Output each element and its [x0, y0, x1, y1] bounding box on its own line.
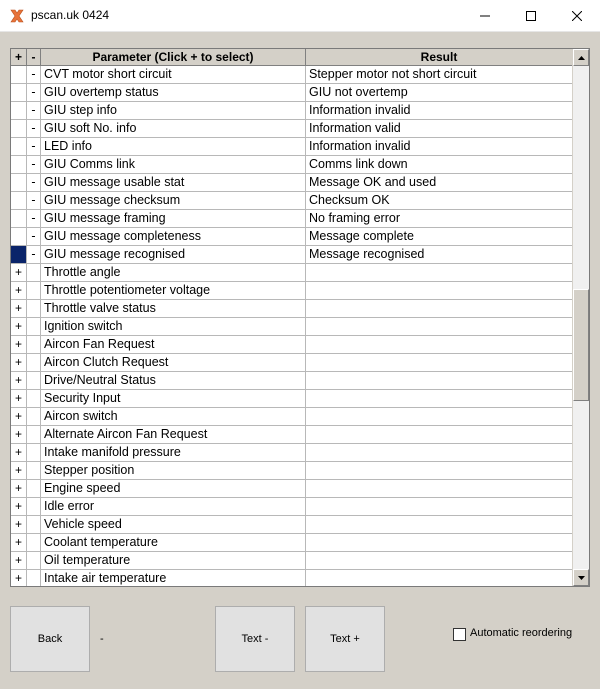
collapse-row-button[interactable]: -	[27, 246, 41, 264]
title-bar	[0, 0, 600, 32]
parameter-cell[interactable]: GIU Comms link	[41, 156, 306, 174]
expand-row-button[interactable]: +	[11, 408, 27, 426]
parameter-cell[interactable]: Security Input	[41, 390, 306, 408]
parameter-cell[interactable]: Alternate Aircon Fan Request	[41, 426, 306, 444]
table-row[interactable]	[11, 246, 573, 264]
table-row[interactable]	[11, 570, 573, 587]
minimize-icon	[480, 11, 490, 21]
row-collapse-cell[interactable]	[27, 336, 41, 354]
collapse-row-button[interactable]: -	[27, 102, 41, 120]
expand-row-button[interactable]: +	[11, 462, 27, 480]
table-row[interactable]	[11, 174, 573, 192]
result-cell	[306, 390, 573, 408]
automatic-reordering-checkbox[interactable]	[453, 628, 466, 641]
row-collapse-cell[interactable]	[27, 498, 41, 516]
collapse-row-button[interactable]: -	[27, 210, 41, 228]
result-cell	[306, 462, 573, 480]
app-x-icon	[9, 8, 25, 24]
maximize-button[interactable]	[508, 0, 554, 31]
result-cell	[306, 264, 573, 282]
result-cell	[306, 480, 573, 498]
result-cell	[306, 354, 573, 372]
parameter-cell[interactable]: Coolant temperature	[41, 534, 306, 552]
expand-row-button[interactable]: +	[11, 426, 27, 444]
table-row[interactable]	[11, 84, 573, 102]
row-selector[interactable]	[11, 84, 27, 102]
row-selector[interactable]	[11, 228, 27, 246]
result-cell: GIU not overtemp	[306, 84, 573, 102]
row-collapse-cell[interactable]	[27, 390, 41, 408]
table-row[interactable]	[11, 498, 573, 516]
expand-row-button[interactable]: +	[11, 318, 27, 336]
parameter-cell[interactable]: Idle error	[41, 498, 306, 516]
expand-row-button[interactable]: +	[11, 498, 27, 516]
result-cell: Comms link down	[306, 156, 573, 174]
table-row[interactable]	[11, 264, 573, 282]
expand-row-button[interactable]: +	[11, 336, 27, 354]
header-parameter[interactable]: Parameter (Click + to select)	[41, 49, 306, 66]
result-cell	[306, 300, 573, 318]
row-selector[interactable]	[11, 102, 27, 120]
collapse-row-button[interactable]: -	[27, 66, 41, 84]
parameter-cell[interactable]: CVT motor short circuit	[41, 66, 306, 84]
parameter-grid	[10, 48, 590, 587]
parameter-cell[interactable]: Throttle valve status	[41, 300, 306, 318]
row-selector[interactable]	[11, 246, 27, 264]
result-cell: Message complete	[306, 228, 573, 246]
table-row[interactable]	[11, 120, 573, 138]
grid-rows	[11, 66, 573, 587]
expand-row-button[interactable]: +	[11, 372, 27, 390]
expand-row-button[interactable]: +	[11, 570, 27, 587]
table-row[interactable]	[11, 372, 573, 390]
parameter-cell[interactable]: Intake manifold pressure	[41, 444, 306, 462]
scroll-up-button[interactable]	[573, 49, 589, 66]
result-cell: Message OK and used	[306, 174, 573, 192]
parameter-cell[interactable]: Engine speed	[41, 480, 306, 498]
result-cell	[306, 372, 573, 390]
table-row[interactable]	[11, 534, 573, 552]
expand-row-button[interactable]: +	[11, 264, 27, 282]
parameter-cell[interactable]: GIU message checksum	[41, 192, 306, 210]
row-collapse-cell[interactable]	[27, 300, 41, 318]
result-cell: Information valid	[306, 120, 573, 138]
row-collapse-cell[interactable]	[27, 462, 41, 480]
expand-row-button[interactable]: +	[11, 552, 27, 570]
table-row[interactable]	[11, 102, 573, 120]
table-row[interactable]	[11, 354, 573, 372]
table-row[interactable]	[11, 300, 573, 318]
table-row[interactable]	[11, 444, 573, 462]
table-row[interactable]	[11, 210, 573, 228]
expand-row-button[interactable]: +	[11, 354, 27, 372]
row-selector[interactable]	[11, 210, 27, 228]
row-selector[interactable]	[11, 174, 27, 192]
scroll-down-button[interactable]	[573, 569, 589, 586]
table-row[interactable]	[11, 552, 573, 570]
collapse-row-button[interactable]: -	[27, 192, 41, 210]
back-button[interactable]: Back	[10, 606, 90, 672]
table-row[interactable]	[11, 462, 573, 480]
maximize-icon	[526, 11, 536, 21]
parameter-cell[interactable]: Oil temperature	[41, 552, 306, 570]
table-row[interactable]	[11, 390, 573, 408]
result-cell	[306, 408, 573, 426]
collapse-row-button[interactable]: -	[27, 174, 41, 192]
result-cell: Information invalid	[306, 138, 573, 156]
result-cell: Information invalid	[306, 102, 573, 120]
row-selector[interactable]	[11, 66, 27, 84]
table-row[interactable]	[11, 192, 573, 210]
text-decrease-button[interactable]: Text -	[215, 606, 295, 672]
row-selector[interactable]	[11, 192, 27, 210]
parameter-cell[interactable]: Aircon switch	[41, 408, 306, 426]
row-collapse-cell[interactable]	[27, 444, 41, 462]
result-cell: No framing error	[306, 210, 573, 228]
close-icon	[572, 11, 582, 21]
collapse-row-button[interactable]: -	[27, 120, 41, 138]
expand-row-button[interactable]: +	[11, 516, 27, 534]
row-selector[interactable]	[11, 120, 27, 138]
result-cell	[306, 570, 573, 587]
row-collapse-cell[interactable]	[27, 264, 41, 282]
table-row[interactable]	[11, 156, 573, 174]
result-cell	[306, 534, 573, 552]
row-collapse-cell[interactable]	[27, 552, 41, 570]
result-cell: Stepper motor not short circuit	[306, 66, 573, 84]
parameter-cell[interactable]: GIU step info	[41, 102, 306, 120]
result-cell	[306, 282, 573, 300]
parameter-cell[interactable]: GIU overtemp status	[41, 84, 306, 102]
expand-row-button[interactable]: +	[11, 390, 27, 408]
row-collapse-cell[interactable]	[27, 372, 41, 390]
collapse-row-button[interactable]: -	[27, 84, 41, 102]
result-cell: Message recognised	[306, 246, 573, 264]
minimize-button[interactable]	[462, 0, 508, 31]
parameter-cell[interactable]: GIU message framing	[41, 210, 306, 228]
parameter-cell[interactable]: Ignition switch	[41, 318, 306, 336]
parameter-cell[interactable]: Vehicle speed	[41, 516, 306, 534]
table-row[interactable]	[11, 228, 573, 246]
parameter-cell[interactable]: Aircon Fan Request	[41, 336, 306, 354]
parameter-cell[interactable]: Throttle angle	[41, 264, 306, 282]
row-collapse-cell[interactable]	[27, 318, 41, 336]
scroll-thumb[interactable]	[573, 289, 589, 401]
expand-row-button[interactable]: +	[11, 480, 27, 498]
result-cell	[306, 498, 573, 516]
parameter-cell[interactable]: Throttle potentiometer voltage	[41, 282, 306, 300]
row-collapse-cell[interactable]	[27, 354, 41, 372]
status-text: -	[100, 633, 104, 645]
parameter-cell[interactable]: LED info	[41, 138, 306, 156]
vertical-scrollbar[interactable]	[572, 49, 589, 586]
expand-row-button[interactable]: +	[11, 444, 27, 462]
parameter-cell[interactable]: GIU message recognised	[41, 246, 306, 264]
table-row[interactable]	[11, 138, 573, 156]
table-row[interactable]	[11, 318, 573, 336]
expand-row-button[interactable]: +	[11, 282, 27, 300]
parameter-cell[interactable]: GIU soft No. info	[41, 120, 306, 138]
result-cell	[306, 516, 573, 534]
text-increase-button[interactable]: Text +	[305, 606, 385, 672]
result-cell: Checksum OK	[306, 192, 573, 210]
collapse-row-button[interactable]: -	[27, 138, 41, 156]
row-collapse-cell[interactable]	[27, 426, 41, 444]
expand-row-button[interactable]: +	[11, 300, 27, 318]
close-button[interactable]	[554, 0, 600, 31]
row-collapse-cell[interactable]	[27, 282, 41, 300]
table-row[interactable]	[11, 336, 573, 354]
parameter-cell[interactable]: Drive/Neutral Status	[41, 372, 306, 390]
row-collapse-cell[interactable]	[27, 480, 41, 498]
row-collapse-cell[interactable]	[27, 408, 41, 426]
parameter-cell[interactable]: GIU message usable stat	[41, 174, 306, 192]
arrow-up-icon	[578, 56, 585, 60]
table-row[interactable]	[11, 480, 573, 498]
row-collapse-cell[interactable]	[27, 570, 41, 587]
parameter-cell[interactable]: Stepper position	[41, 462, 306, 480]
header-result[interactable]: Result	[306, 49, 573, 66]
parameter-cell[interactable]: Intake air temperature	[41, 570, 306, 587]
window-title: pscan.uk 0424	[31, 8, 110, 22]
collapse-row-button[interactable]: -	[27, 156, 41, 174]
result-cell	[306, 552, 573, 570]
result-cell	[306, 426, 573, 444]
expand-row-button[interactable]: +	[11, 534, 27, 552]
table-row[interactable]	[11, 426, 573, 444]
row-collapse-cell[interactable]	[27, 534, 41, 552]
parameter-cell[interactable]: Aircon Clutch Request	[41, 354, 306, 372]
header-expand-all[interactable]: +	[11, 49, 27, 66]
row-selector[interactable]	[11, 156, 27, 174]
result-cell	[306, 444, 573, 462]
table-row[interactable]	[11, 282, 573, 300]
collapse-row-button[interactable]: -	[27, 228, 41, 246]
result-cell	[306, 318, 573, 336]
parameter-cell[interactable]: GIU message completeness	[41, 228, 306, 246]
table-row[interactable]	[11, 408, 573, 426]
row-collapse-cell[interactable]	[27, 516, 41, 534]
automatic-reordering-label[interactable]: Automatic reordering	[470, 627, 573, 639]
result-cell	[306, 336, 573, 354]
table-row[interactable]	[11, 516, 573, 534]
table-row[interactable]	[11, 66, 573, 84]
arrow-down-icon	[578, 576, 585, 580]
header-collapse-all[interactable]: -	[27, 49, 41, 66]
row-selector[interactable]	[11, 138, 27, 156]
